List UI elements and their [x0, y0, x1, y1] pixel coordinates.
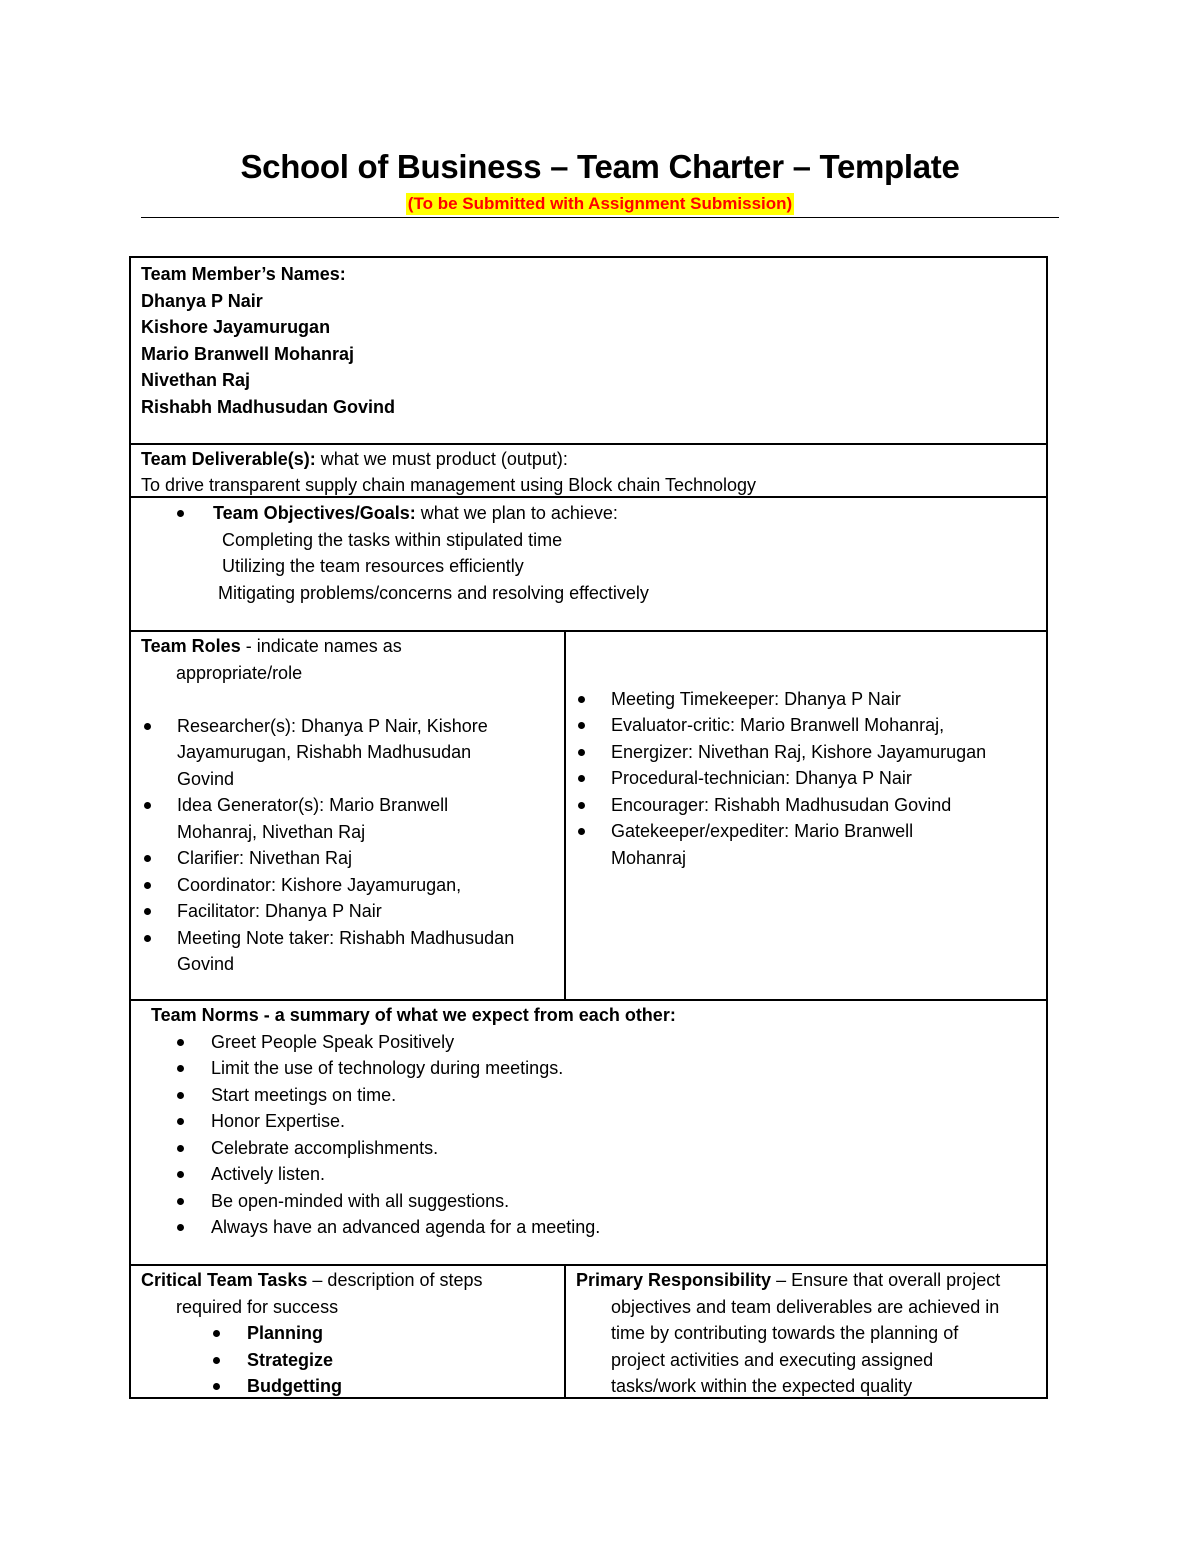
roles-heading-line: [141, 633, 554, 660]
role-item-line: Facilitator: Dhanya P Nair: [177, 901, 382, 921]
objectives-heading: Team Objectives/Goals:: [213, 503, 416, 523]
subtitle-wrap: [0, 193, 1200, 215]
norm-item: [141, 1029, 1036, 1056]
norm-item-line: Actively listen.: [211, 1164, 326, 1184]
norm-item: [141, 1055, 1036, 1082]
task-item: [141, 1373, 554, 1400]
role-item-line: Mohanraj: [611, 847, 687, 868]
member-name: Kishore Jayamurugan: [141, 317, 331, 337]
norm-item: [141, 1135, 1036, 1162]
roles-right-cell: [564, 630, 1048, 1001]
norms-desc: - a summary of what we expect from each other:: [258, 1005, 676, 1025]
objectives-line: [141, 500, 1036, 527]
norm-item: [141, 1108, 1036, 1135]
role-item: [576, 686, 1036, 713]
role-item-line: Meeting Timekeeper: Dhanya P Nair: [611, 688, 901, 709]
norms-heading: Team Norms: [151, 1005, 259, 1025]
role-item: [141, 845, 554, 872]
roles-heading: Team Roles: [141, 636, 241, 656]
role-item-line: Researcher(s): Dhanya P Nair, Kishore: [177, 715, 488, 736]
norm-item-line: Greet People Speak Positively: [211, 1031, 455, 1052]
tasks-list: [141, 1320, 554, 1400]
members-cell: [129, 256, 1048, 445]
role-item-line: Gatekeeper/expediter: Mario Branwell: [611, 821, 914, 841]
responsibility-cell: [564, 1264, 1048, 1399]
roles-desc: - indicate names as: [240, 636, 402, 656]
deliverables-line: [141, 446, 1036, 472]
task-item-line: Planning: [247, 1323, 323, 1343]
task-item: [141, 1320, 554, 1347]
role-item-line: Encourager: Rishabh Madhusudan Govind: [611, 794, 952, 815]
responsibility-heading: Primary Responsibility: [576, 1270, 772, 1290]
roles-right-spacer: [576, 633, 1036, 660]
role-item: [576, 792, 1036, 819]
role-item: [141, 713, 554, 793]
task-item-line: Budgetting: [247, 1376, 342, 1396]
norms-heading-line: [141, 1002, 1036, 1029]
responsibility-line: objectives and team deliverables are achieved in: [611, 1296, 1000, 1317]
responsibility-line: project activities and executing assigned: [611, 1349, 934, 1370]
member-name: Rishabh Madhusudan Govind: [141, 396, 396, 417]
roles-right-list: [576, 660, 1036, 872]
title-divider: [141, 217, 1059, 218]
deliverables-heading: Team Deliverable(s):: [141, 449, 316, 469]
role-item: [141, 872, 554, 899]
responsibility-line: tasks/work within the expected quality: [611, 1376, 913, 1396]
norm-item-line: Honor Expertise.: [211, 1111, 346, 1131]
norm-item: [141, 1214, 1036, 1241]
page-subtitle: (To be Submitted with Assignment Submission): [407, 194, 793, 213]
member-name: Mario Branwell Mohanraj: [141, 343, 355, 364]
objective-item: Completing the tasks within stipulated time: [222, 529, 563, 550]
task-item: [141, 1347, 554, 1374]
responsibility-line: time by contributing towards the planning of: [611, 1323, 959, 1343]
objectives-desc: what we plan to achieve:: [415, 503, 618, 523]
responsibility-desc: – Ensure that overall project: [771, 1270, 1001, 1290]
norm-item-line: Limit the use of technology during meetings.: [211, 1058, 564, 1078]
tasks-desc: – description of steps: [307, 1270, 483, 1290]
objectives-list: [141, 527, 1036, 607]
role-item-line: Idea Generator(s): Mario Branwell: [177, 795, 449, 815]
members-heading: Team Member’s Names:: [141, 264, 346, 284]
norm-item: [141, 1161, 1036, 1188]
role-item: [576, 818, 1036, 871]
role-item: [576, 765, 1036, 792]
task-item-line: Strategize: [247, 1349, 334, 1370]
tasks-heading-line: [141, 1267, 554, 1294]
role-item-line: Procedural-technician: Dhanya P Nair: [611, 768, 912, 788]
roles-spacer: [141, 686, 554, 713]
role-item-line: Meeting Note taker: Rishabh Madhusudan: [177, 927, 515, 948]
tasks-desc-2: required for success: [176, 1296, 339, 1317]
objective-item: Mitigating problems/concerns and resolving effectively: [218, 582, 649, 603]
page-title: School of Business – Team Charter – Template: [240, 148, 960, 185]
member-name: Dhanya P Nair: [141, 290, 263, 311]
roles-left-cell: [129, 630, 566, 1001]
role-item-line: Govind: [177, 954, 235, 974]
member-name: Nivethan Raj: [141, 370, 251, 390]
tasks-heading: Critical Team Tasks: [141, 1270, 308, 1290]
role-item-line: Jayamurugan, Rishabh Madhusudan: [177, 742, 472, 762]
role-item-line: Energizer: Nivethan Raj, Kishore Jayamurugan: [611, 741, 987, 762]
responsibility-lines: [576, 1294, 1036, 1400]
roles-desc-2: appropriate/role: [176, 662, 303, 683]
role-item-line: Govind: [177, 768, 235, 789]
tasks-cell: [129, 1264, 566, 1399]
norm-item-line: Be open-minded with all suggestions.: [211, 1190, 510, 1211]
responsibility-heading-line: [576, 1267, 1036, 1294]
deliverables-text: To drive transparent supply chain management using Block chain Technology: [141, 475, 757, 495]
role-item: [141, 925, 554, 978]
norm-item-line: Start meetings on time.: [211, 1084, 397, 1105]
role-item: [141, 898, 554, 925]
roles-left-list: [141, 713, 554, 978]
role-item-line: Clarifier: Nivethan Raj: [177, 848, 353, 868]
deliverables-desc: what we must product (output):: [315, 449, 568, 469]
deliverables-cell: [129, 443, 1048, 498]
role-item-line: Mohanraj, Nivethan Raj: [177, 821, 366, 842]
norm-item-line: Celebrate accomplishments.: [211, 1137, 439, 1158]
members-list: [141, 288, 1036, 421]
role-item: [576, 712, 1036, 739]
role-item-line: Evaluator-critic: Mario Branwell Mohanraj,: [611, 715, 945, 735]
norms-cell: [129, 999, 1048, 1266]
objective-item: Utilizing the team resources efficiently: [222, 556, 524, 576]
role-item: [576, 739, 1036, 766]
norm-item: [141, 1188, 1036, 1215]
norm-item-line: Always have an advanced agenda for a meeting.: [211, 1217, 601, 1237]
role-item: [141, 792, 554, 845]
norm-item: [141, 1082, 1036, 1109]
norms-list: [141, 1029, 1036, 1241]
objectives-cell: [129, 496, 1048, 632]
role-item-line: Coordinator: Kishore Jayamurugan,: [177, 874, 462, 895]
